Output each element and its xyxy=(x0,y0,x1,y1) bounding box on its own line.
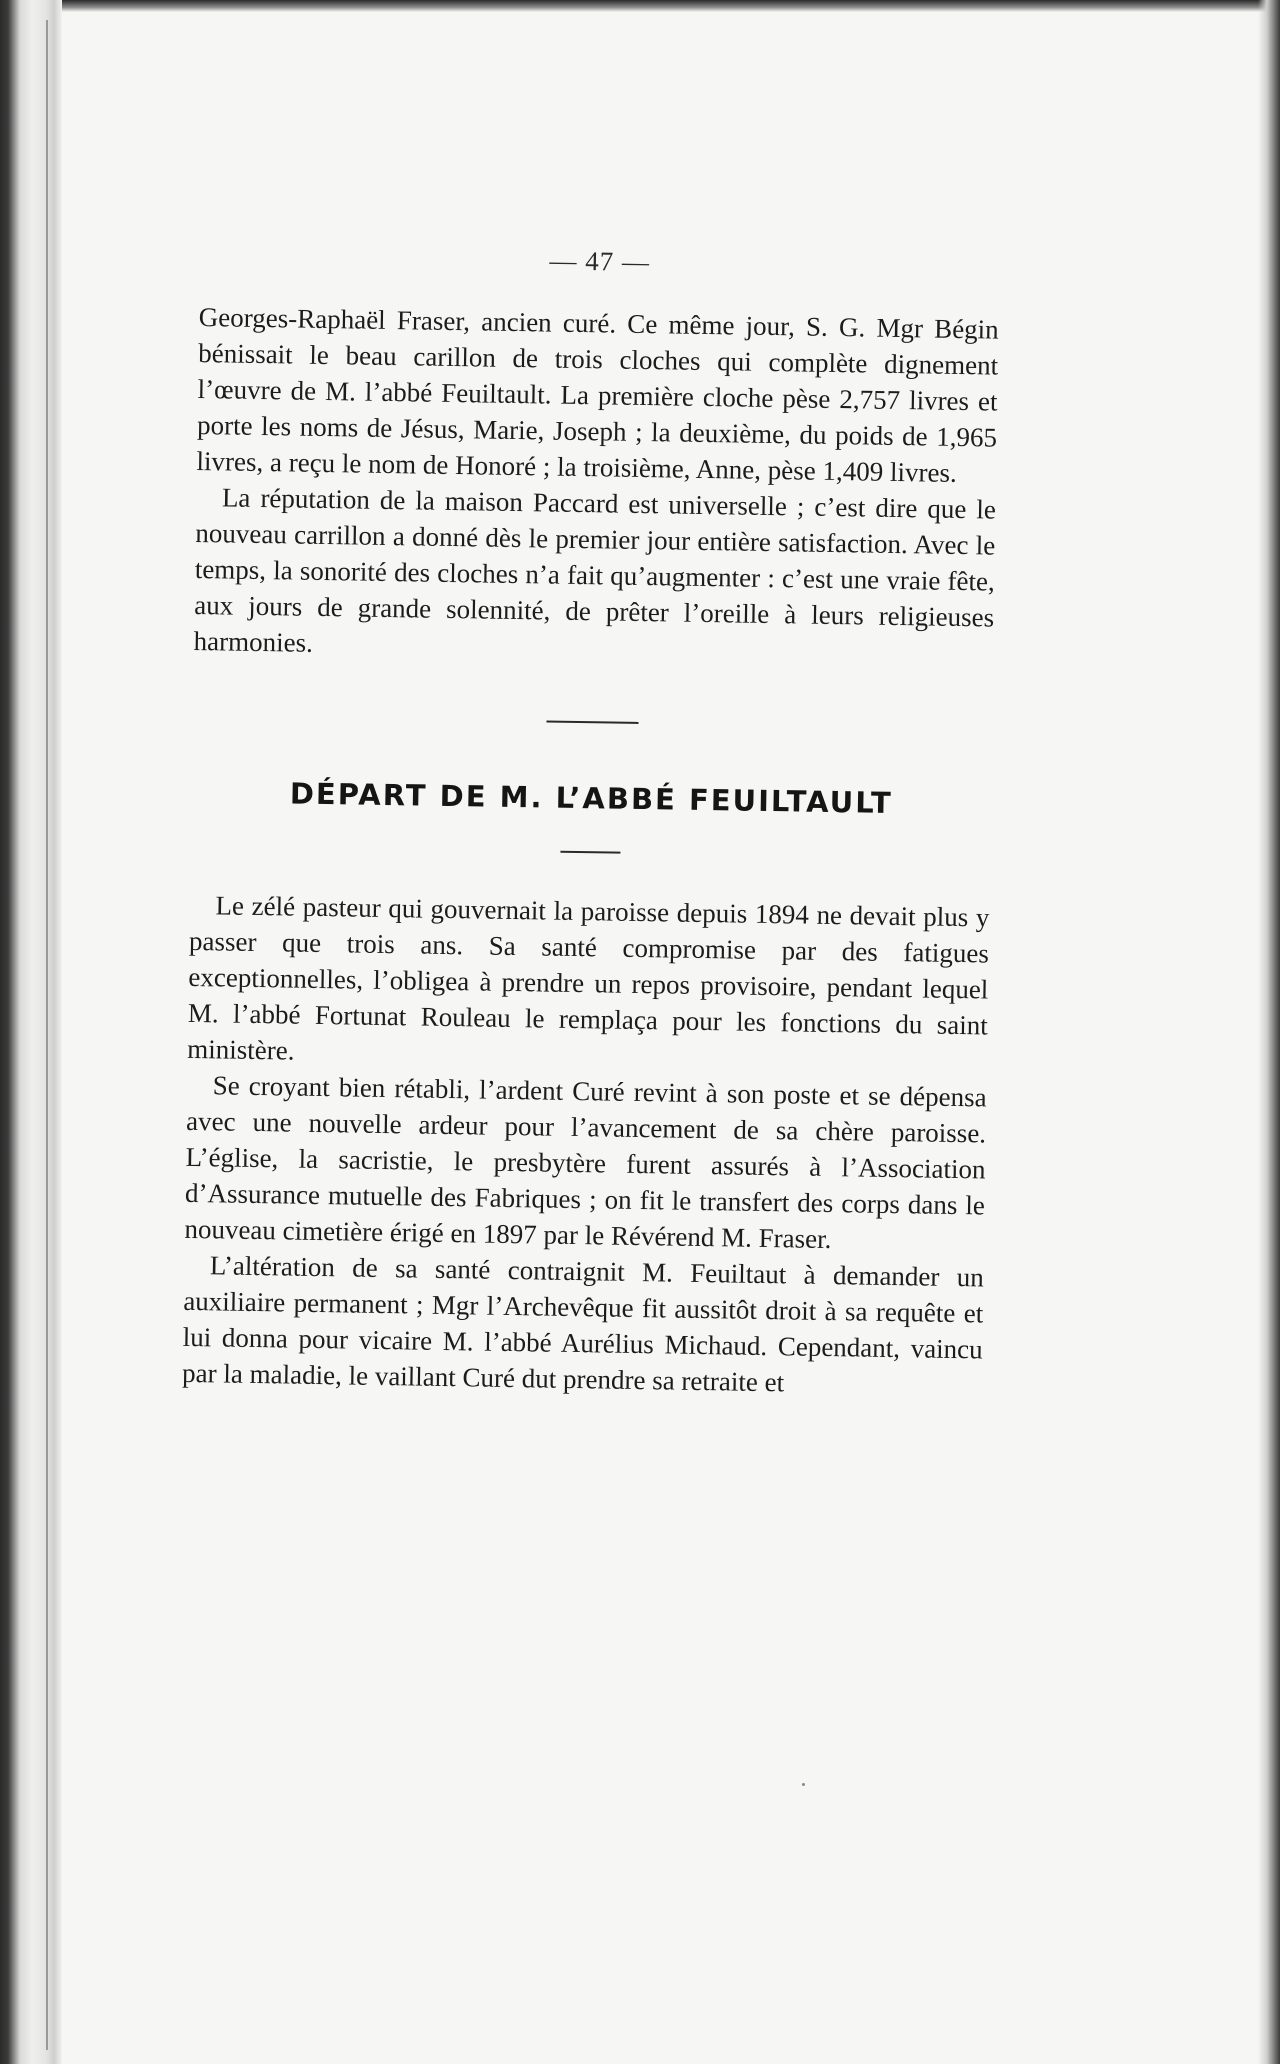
section-heading: DÉPART DE M. L’ABBÉ FEUILTAULT xyxy=(289,776,893,820)
section-rule-top xyxy=(546,721,638,724)
gutter-line xyxy=(46,20,48,2050)
page-number: — 47 — xyxy=(549,245,651,278)
paragraph-zele-pasteur: Le zélé pasteur qui gouvernait la paroisse depuis 1894 ne devait plus y passer que trois ans. Sa santé compromise par des fatigues exceptionnelles, l’obligea à prendre un repos provisoire, pendant lequel M. l’abbé Fortunat Rouleau le remplaça pour les fonctions du saint ministère. xyxy=(187,890,990,1066)
scan-right-shadow xyxy=(1258,0,1280,2064)
paragraph-continuation: Georges-Raphaël Fraser, ancien curé. Ce même jour, S. G. Mgr Bégin bénissait le beau carillon de trois cloches qui complète dignement l’œuvre de M. l’abbé Feuiltault. La première cloche pèse 2,757 livres et porte les noms de Jésus, Marie, Joseph ; la deuxième, du poids de 1,965 livres, a reçu le nom de Honoré ; la troisième, Anne, pèse 1,409 livres. xyxy=(196,301,999,488)
scan-top-shadow xyxy=(0,0,1280,12)
paper-speck xyxy=(802,1783,805,1786)
section-rule-bottom xyxy=(560,851,620,854)
paragraph-paccard: La réputation de la maison Paccard est universelle ; c’est dire que le nouveau carrillon a donné dès le premier jour entière satisfaction. Avec le temps, la sonorité des cloches n’a fait qu’augmenter : c’est une vraie fête, aux jours de grande solennité, de prêter l’oreille à leurs religieuses harmonies. xyxy=(193,482,997,658)
paragraph-retabli: Se croyant bien rétabli, l’ardent Curé revint à son poste et se dépensa avec une nouvelle ardeur pour l’avancement de sa chère paroisse. L’église, la sacristie, le presbytère furent assurés à l’Association d’Assurance mutuelle des Fabriques ; on fit le transfert des corps dans le nouveau cimetière érigé en 1897 par le Révérend M. Fraser. xyxy=(184,1070,987,1255)
paragraph-alteration: L’altération de sa santé contraignit M. Feuiltaut à demander un auxiliaire permanent ; Mgr l’Archevêque fit aussitôt droit à sa requête et lui donna pour vicaire M. l’abbé Aurélius Michaud. Cependant, vaincu par la maladie, le vaillant Curé dut prendre sa retraite et xyxy=(181,1250,985,1398)
page-content xyxy=(182,240,1000,1403)
book-gutter-edge xyxy=(0,0,62,2064)
